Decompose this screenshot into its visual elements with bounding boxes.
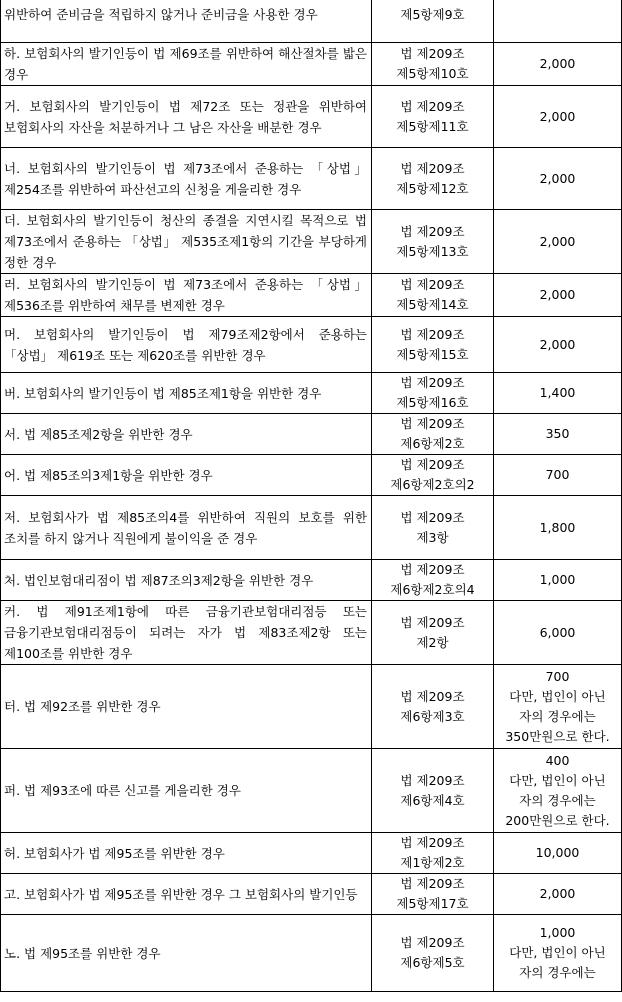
violation-description: 고. 보험회사가 법 제95조를 위반한 경우 그 보험회사의 발기인등 xyxy=(1,874,372,915)
penalty-amount-cell xyxy=(494,0,622,43)
penalty-amount: 700 xyxy=(545,467,570,482)
penalty-amount-cell xyxy=(494,274,622,317)
legal-basis-line: 법 제209조 xyxy=(400,160,465,176)
table-row xyxy=(1,665,622,749)
table-row xyxy=(1,0,622,43)
legal-basis-line: 제5항제14호 xyxy=(396,297,469,312)
amount-note-line: 다만, 법인이 아닌 xyxy=(509,772,606,788)
penalty-amount-cell xyxy=(494,833,622,874)
penalty-amount-cell xyxy=(494,373,622,414)
penalty-amount-cell xyxy=(494,317,622,373)
legal-basis xyxy=(372,0,494,43)
legal-basis xyxy=(372,874,494,915)
penalty-amount: 2,000 xyxy=(539,56,576,71)
violation-description: 노. 법 제95조를 위반한 경우 xyxy=(1,915,372,992)
legal-basis-line: 제5항제10호 xyxy=(396,66,469,81)
table-row xyxy=(1,373,622,414)
table-row xyxy=(1,148,622,210)
penalty-amount: 700 xyxy=(545,668,570,684)
penalty-amount: 2,000 xyxy=(539,108,576,124)
violation-description: 하. 보험회사의 발기인등이 법 제69조를 위반하여 해산절차를 밟은 경우 xyxy=(1,43,372,86)
legal-basis-line: 법 제209조 xyxy=(400,935,465,950)
legal-basis-line: 제2항 xyxy=(416,634,449,650)
violation-description: 너. 보험회사의 발기인등이 법 제73조에서 준용하는 「상법」 제254조를 위반하여 파산선고의 신청을 게을리한 경우 xyxy=(1,148,372,210)
legal-basis-line: 법 제209조 xyxy=(400,223,465,239)
violation-description: 서. 법 제85조제2항을 위반한 경우 xyxy=(1,414,372,455)
violation-description: 거. 보험회사의 발기인등이 법 제72조 또는 정관을 위반하여 보험회사의 자산을 처분하거나 그 남은 자산을 배분한 경우 xyxy=(1,86,372,148)
table-row xyxy=(1,43,622,86)
table-row xyxy=(1,496,622,560)
penalty-amount: 2,000 xyxy=(539,170,576,186)
violation-description: 더. 보험회사의 발기인등이 청산의 종결을 지연시킬 목적으로 법 제73조에서 준용하는 「상법」 제535조제1항의 기간을 부당하게 정한 경우 xyxy=(1,210,372,274)
legal-basis-line: 제5항제12호 xyxy=(396,180,469,196)
penalty-amount-cell xyxy=(494,43,622,86)
table-row xyxy=(1,560,622,601)
legal-basis-line: 법 제209조 xyxy=(400,835,465,850)
legal-basis-line: 법 제209조 xyxy=(400,277,465,292)
legal-basis xyxy=(372,317,494,373)
legal-basis-line: 제3항 xyxy=(416,529,449,545)
legal-basis-line: 제6항제5호 xyxy=(400,955,465,970)
violation-description: 위반하여 준비금을 적립하지 않거나 준비금을 사용한 경우 xyxy=(1,0,372,43)
penalty-amount: 400 xyxy=(545,752,570,768)
penalty-amount-cell xyxy=(494,665,622,749)
penalty-amount: 350 xyxy=(545,426,570,441)
legal-basis xyxy=(372,496,494,560)
table-row xyxy=(1,86,622,148)
penalty-amount: 1,000 xyxy=(539,572,576,587)
penalty-amount-cell xyxy=(494,148,622,210)
violation-description: 퍼. 법 제93조에 따른 신고를 게을리한 경우 xyxy=(1,749,372,833)
legal-basis xyxy=(372,373,494,414)
legal-basis-line: 법 제209조 xyxy=(400,772,465,788)
penalty-amount-cell xyxy=(494,496,622,560)
violation-description: 허. 보험회사가 법 제95조를 위반한 경우 xyxy=(1,833,372,874)
violation-description: 커. 법 제91조제1항에 따른 금융기관보험대리점등 또는 금융기관보험대리점등이 되려는 자가 법 제83조제2항 또는 제100조를 위반한 경우 xyxy=(1,601,372,665)
legal-basis-line: 제6항제4호 xyxy=(400,792,465,808)
penalty-amount-cell xyxy=(494,455,622,496)
penalty-amount: 1,000 xyxy=(539,925,576,940)
penalty-amount-cell xyxy=(494,874,622,915)
penalty-amount: 1,800 xyxy=(539,519,576,535)
legal-basis-line: 법 제209조 xyxy=(400,326,465,342)
penalty-amount-cell xyxy=(494,210,622,274)
legal-basis-line: 제6항제2호의2 xyxy=(390,477,475,492)
table-row xyxy=(1,601,622,665)
legal-basis-line: 법 제209조 xyxy=(400,688,465,704)
penalty-amount: 10,000 xyxy=(535,845,580,860)
table-row xyxy=(1,915,622,992)
table-row xyxy=(1,455,622,496)
legal-basis-line: 제1항제2호 xyxy=(400,855,465,870)
legal-basis-line: 제6항제3호 xyxy=(400,708,465,724)
penalty-amount: 2,000 xyxy=(539,233,576,249)
legal-basis-line: 법 제209조 xyxy=(400,46,465,61)
legal-basis xyxy=(372,210,494,274)
table-row xyxy=(1,317,622,373)
penalty-table-body xyxy=(1,0,622,992)
amount-note-line: 다만, 법인이 아닌 xyxy=(509,945,606,960)
legal-basis-line: 법 제209조 xyxy=(400,416,465,431)
legal-basis xyxy=(372,414,494,455)
penalty-amount: 2,000 xyxy=(539,287,576,302)
violation-description: 버. 보험회사의 발기인등이 법 제85조제1항을 위반한 경우 xyxy=(1,373,372,414)
table-row xyxy=(1,874,622,915)
legal-basis-line: 제5항제15호 xyxy=(396,346,469,362)
legal-basis-line: 법 제209조 xyxy=(400,509,465,525)
violation-description: 터. 법 제92조를 위반한 경우 xyxy=(1,665,372,749)
legal-basis-line: 법 제209조 xyxy=(400,876,465,891)
legal-basis xyxy=(372,749,494,833)
legal-basis-line: 제5항제11호 xyxy=(396,118,469,134)
penalty-amount-cell xyxy=(494,749,622,833)
violation-description: 머. 보험회사의 발기인등이 법 제79조제2항에서 준용하는 「상법」 제619조 또는 제620조를 위반한 경우 xyxy=(1,317,372,373)
legal-basis xyxy=(372,86,494,148)
legal-basis xyxy=(372,601,494,665)
legal-basis-line: 제5항제17호 xyxy=(396,896,469,911)
legal-basis-line: 법 제209조 xyxy=(400,457,465,472)
amount-note-line: 자의 경우에는 xyxy=(519,965,596,980)
penalty-amount-cell xyxy=(494,915,622,992)
amount-note-line: 자의 경우에는 xyxy=(519,792,596,808)
legal-basis-line: 법 제209조 xyxy=(400,98,465,114)
table-row xyxy=(1,833,622,874)
legal-basis-line: 제5항제9호 xyxy=(400,6,465,22)
table-row xyxy=(1,749,622,833)
legal-basis xyxy=(372,148,494,210)
penalty-amount-cell xyxy=(494,560,622,601)
legal-basis xyxy=(372,274,494,317)
amount-note-line: 350만원으로 한다. xyxy=(505,728,610,744)
legal-basis-line: 법 제209조 xyxy=(400,375,465,390)
legal-basis xyxy=(372,560,494,601)
table-row xyxy=(1,414,622,455)
legal-basis xyxy=(372,915,494,992)
legal-basis-line: 제6항제2호의4 xyxy=(390,582,475,597)
penalty-amount-cell xyxy=(494,601,622,665)
amount-note-line: 자의 경우에는 xyxy=(519,708,596,724)
penalty-amount-cell xyxy=(494,414,622,455)
violation-description: 저. 보험회사가 법 제85조의4를 위반하여 직원의 보호를 위한 조치를 하지 않거나 직원에게 불이익을 준 경우 xyxy=(1,496,372,560)
amount-note-line: 다만, 법인이 아닌 xyxy=(509,688,606,704)
legal-basis-line: 제5항제13호 xyxy=(396,243,469,259)
penalty-amount-cell xyxy=(494,86,622,148)
table-row xyxy=(1,210,622,274)
violation-description: 러. 보험회사의 발기인등이 법 제73조에서 준용하는 「상법」 제536조를 위반하여 채무를 변제한 경우 xyxy=(1,274,372,317)
violation-description: 어. 법 제85조의3제1항을 위반한 경우 xyxy=(1,455,372,496)
legal-basis-line: 제5항제16호 xyxy=(396,395,469,410)
table-row xyxy=(1,274,622,317)
penalty-amount: 2,000 xyxy=(539,886,576,901)
legal-basis xyxy=(372,455,494,496)
penalty-amount: 2,000 xyxy=(539,336,576,352)
legal-basis xyxy=(372,833,494,874)
legal-basis-line: 법 제209조 xyxy=(400,614,465,630)
legal-basis xyxy=(372,43,494,86)
amount-note-line: 200만원으로 한다. xyxy=(505,812,610,828)
legal-basis xyxy=(372,665,494,749)
penalty-amount: 1,400 xyxy=(539,385,576,400)
violation-description: 처. 법인보험대리점이 법 제87조의3제2항을 위반한 경우 xyxy=(1,560,372,601)
legal-basis-line: 법 제209조 xyxy=(400,562,465,577)
penalty-amount: 6,000 xyxy=(539,624,576,640)
legal-basis-line: 제6항제2호 xyxy=(400,436,465,451)
